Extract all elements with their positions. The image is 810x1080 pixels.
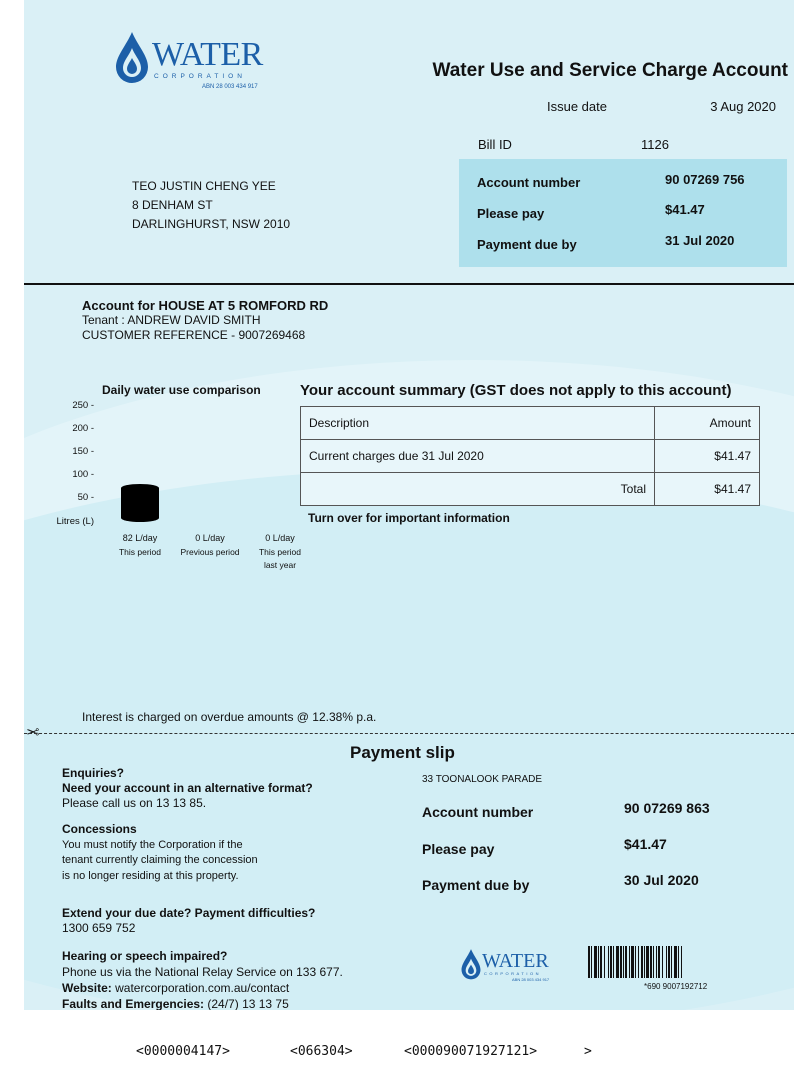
scan-code-4: > bbox=[584, 1044, 592, 1059]
water-corporation-logo-small bbox=[460, 946, 560, 982]
concessions-heading: Concessions bbox=[62, 822, 137, 836]
slip-account-label: Account number bbox=[422, 804, 534, 820]
payment-due-value: 31 Jul 2020 bbox=[665, 233, 735, 248]
slip-concessions bbox=[62, 822, 258, 884]
water-corporation-logo bbox=[114, 30, 284, 92]
website-label: Website: bbox=[62, 981, 112, 995]
scan-code-2: <066304> bbox=[290, 1044, 353, 1059]
logo-wordmark: WATER bbox=[152, 36, 263, 73]
issue-date-label: Issue date bbox=[547, 99, 607, 114]
please-pay-label: Please pay bbox=[477, 206, 545, 221]
barcode-number: *690 9007192712 bbox=[644, 982, 708, 991]
slip-due-value: 30 Jul 2020 bbox=[624, 872, 699, 888]
bar-value-label: 82 L/day bbox=[122, 533, 158, 543]
water-use-chart bbox=[24, 400, 302, 580]
water-drop-icon bbox=[114, 30, 150, 84]
account-for-title: Account for HOUSE AT 5 ROMFORD RD bbox=[82, 298, 329, 313]
slip-address: 33 TOONALOOK PARADE bbox=[422, 774, 543, 785]
table-total-row bbox=[301, 473, 760, 506]
slip-hearing bbox=[62, 948, 343, 1010]
logo-wordmark-small: WATER bbox=[482, 950, 549, 972]
slip-extend bbox=[62, 906, 315, 936]
concessions-text: tenant currently claiming the concession bbox=[62, 854, 258, 866]
chart-bar bbox=[121, 484, 159, 522]
extend-phone: 1300 659 752 bbox=[62, 921, 136, 935]
charge-amount: $41.47 bbox=[655, 440, 760, 473]
account-number-label: Account number bbox=[477, 175, 581, 190]
water-drop-icon bbox=[460, 948, 482, 980]
turn-over-note: Turn over for important information bbox=[308, 511, 510, 525]
barcode-bar bbox=[682, 946, 683, 978]
bar-value-label: 0 L/day bbox=[265, 533, 295, 543]
call-us-text: Please call us on 13 13 85. bbox=[62, 796, 207, 810]
table-row bbox=[301, 440, 760, 473]
amount-header: Amount bbox=[655, 407, 760, 440]
customer-reference: CUSTOMER REFERENCE - 9007269468 bbox=[82, 328, 306, 342]
issue-date-value: 3 Aug 2020 bbox=[710, 99, 776, 114]
payment-due-label: Payment due by bbox=[477, 237, 577, 252]
scissors-icon: ✂ bbox=[26, 722, 40, 741]
bill-id-label: Bill ID bbox=[478, 137, 512, 152]
bar-category-label: last year bbox=[263, 560, 297, 570]
payment-slip-title: Payment slip bbox=[350, 743, 455, 762]
y-tick-label: 250 - bbox=[72, 400, 94, 411]
tenant-line: Tenant : ANDREW DAVID SMITH bbox=[82, 313, 261, 327]
address-line: 8 DENHAM ST bbox=[132, 198, 213, 212]
address-line: TEO JUSTIN CHENG YEE bbox=[132, 179, 276, 193]
section-divider bbox=[24, 283, 794, 285]
enquiries-heading: Enquiries? bbox=[62, 766, 125, 780]
slip-pay-label: Please pay bbox=[422, 841, 495, 857]
slip-account-value: 90 07269 863 bbox=[624, 800, 710, 816]
extend-heading: Extend your due date? Payment difficulties? bbox=[62, 906, 316, 920]
bar-value-label: 0 L/day bbox=[195, 533, 225, 543]
logo-subtitle-small: CORPORATION bbox=[484, 971, 541, 976]
payment-barcode bbox=[588, 946, 748, 978]
concessions-text: is no longer residing at this property. bbox=[62, 869, 239, 882]
bar-category-label: This period bbox=[258, 547, 302, 557]
summary-table bbox=[300, 406, 760, 506]
alt-format-heading: Need your account in an alternative format? bbox=[62, 781, 313, 795]
faults-phone: (24/7) 13 13 75 bbox=[204, 997, 289, 1010]
faults-line bbox=[62, 996, 343, 1010]
bar-category-label: Previous period bbox=[180, 547, 240, 557]
hearing-heading: Hearing or speech impaired? bbox=[62, 949, 228, 963]
scan-code-3: <000090071927121> bbox=[404, 1044, 538, 1059]
faults-label: Faults and Emergencies: bbox=[62, 997, 205, 1010]
account-summary-box bbox=[459, 159, 787, 267]
concessions-text: You must notify the Corporation if the bbox=[62, 838, 243, 851]
bar-category-label: This period bbox=[118, 547, 162, 557]
description-header: Description bbox=[301, 407, 655, 440]
bill-title: Water Use and Service Charge Account bbox=[432, 60, 788, 81]
summary-title: Your account summary (GST does not apply to this account) bbox=[300, 382, 732, 399]
hearing-text: Phone us via the National Relay Service on 133 677. bbox=[62, 965, 343, 979]
please-pay-value: $41.47 bbox=[665, 202, 705, 217]
bill-page bbox=[24, 0, 794, 1010]
account-number-value: 90 07269 756 bbox=[665, 172, 745, 187]
slip-enquiries bbox=[62, 766, 313, 811]
y-tick-label: 50 - bbox=[77, 492, 94, 503]
cut-line bbox=[24, 733, 794, 734]
total-amount: $41.47 bbox=[655, 473, 760, 506]
slip-due-label: Payment due by bbox=[422, 877, 530, 893]
scan-code-1: <0000004147> bbox=[136, 1044, 230, 1059]
table-header-row bbox=[301, 407, 760, 440]
bill-id-value: 1126 bbox=[641, 137, 669, 152]
logo-abn: ABN 28 003 434 917 bbox=[202, 84, 258, 90]
y-tick-label: 150 - bbox=[72, 446, 94, 457]
slip-pay-value: $41.47 bbox=[624, 836, 667, 852]
interest-note: Interest is charged on overdue amounts @ 12.38% p.a. bbox=[82, 710, 377, 724]
charge-description: Current charges due 31 Jul 2020 bbox=[301, 440, 655, 473]
y-tick-label: 100 - bbox=[72, 469, 94, 480]
logo-subtitle: CORPORATION bbox=[154, 73, 246, 80]
website-link[interactable]: watercorporation.com.au/contact bbox=[111, 981, 290, 995]
total-label: Total bbox=[301, 473, 655, 506]
logo-abn-small: ABN 28 003 434 917 bbox=[512, 977, 550, 982]
y-axis-label: Litres (L) bbox=[56, 516, 94, 527]
y-tick-label: 200 - bbox=[72, 423, 94, 434]
customer-address bbox=[132, 177, 290, 234]
address-line: DARLINGHURST, NSW 2010 bbox=[132, 217, 291, 231]
chart-title: Daily water use comparison bbox=[102, 383, 261, 397]
website-line bbox=[62, 980, 343, 996]
